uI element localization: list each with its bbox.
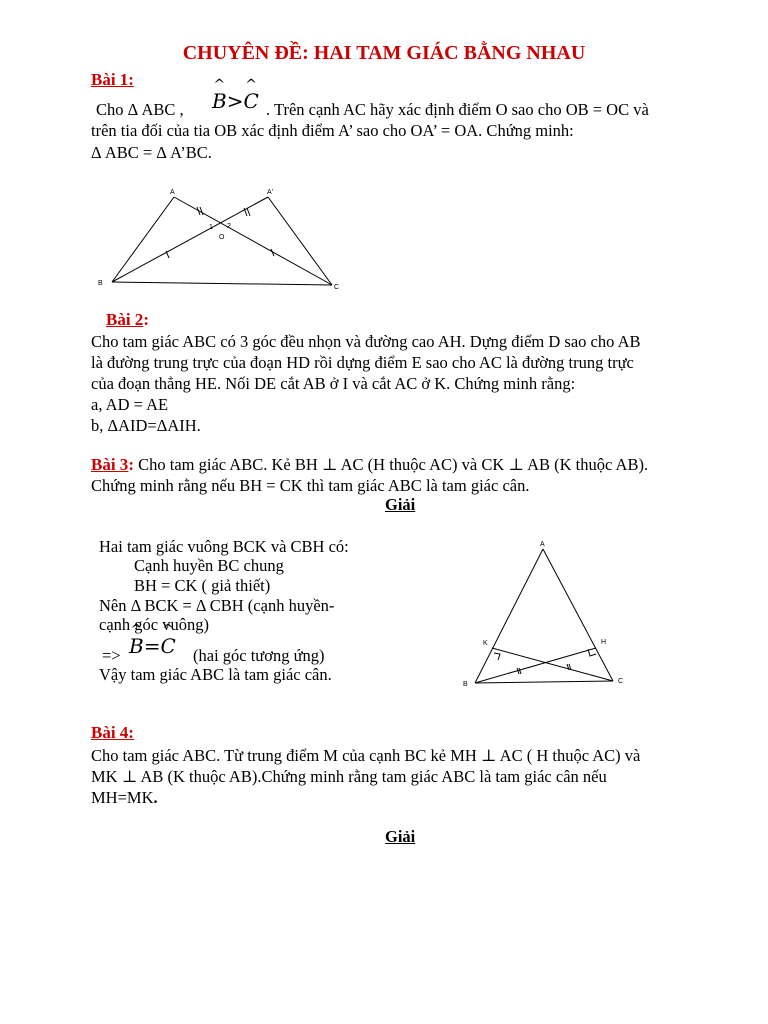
bai3-giai: Giải — [385, 495, 416, 514]
greater-sign: > — [226, 89, 244, 113]
bai3-sol5: cạnh góc vuông) — [99, 615, 209, 634]
angle-c: ^ C — [243, 89, 258, 113]
bai4-heading: Bài 4: — [91, 723, 134, 742]
bai1-line3: Δ ABC = Δ A’BC. — [91, 143, 212, 162]
bai1-line2: trên tia đối của tia OB xác định điểm A’ sao cho OA’ = OA. Chứng minh: — [91, 121, 574, 140]
bai2-line5: b, ΔAID=ΔAIH. — [91, 416, 201, 435]
bai2-line2: là đường trung trực của đoạn HD rồi dựng điểm E sao cho AC là đường trung trực — [91, 353, 634, 372]
angle-b-eq: ^ B — [129, 634, 144, 658]
bai4-line2: MK ⊥ AB (K thuộc AB).Chứng minh rằng tam giác ABC là tam giác cân nếu — [91, 767, 607, 786]
bai3-heading: Bài 3 — [91, 455, 129, 474]
label-b: B — [98, 280, 103, 287]
label-a: A — [170, 189, 175, 196]
label-angle-2: 2 — [227, 223, 231, 230]
bai3-colon: : — [128, 455, 134, 474]
bai3-sol3: BH = CK ( giả thiết) — [134, 576, 271, 595]
label-a-prime: A' — [267, 189, 274, 196]
label-angle-1: 1 — [209, 224, 213, 231]
label-h3: H — [601, 639, 607, 646]
equals-sign: = — [143, 634, 161, 658]
bai2-heading: Bài 2 — [106, 310, 144, 329]
bai3-sol6-prefix: => — [102, 646, 121, 665]
bai1-figure — [90, 185, 350, 295]
bai1-line1-prefix: Cho Δ ABC , — [96, 100, 184, 119]
bai2-colon: : — [143, 310, 149, 329]
label-c: C — [334, 284, 340, 291]
bai1-line1-suffix: . Trên cạnh AC hãy xác định điểm O sao cho OB = OC và — [266, 100, 649, 119]
label-c3: C — [618, 678, 624, 685]
bai4-period: . — [153, 788, 158, 807]
bai3-line2: Chứng minh rằng nếu BH = CK thì tam giác ABC là tam giác cân. — [91, 476, 530, 495]
bai1-angle-inequality — [212, 89, 259, 113]
bai3-sol4: Nên Δ BCK = Δ CBH (cạnh huyền- — [99, 596, 335, 615]
bai3-angle-equality — [129, 634, 176, 658]
bai2-line3: của đoạn thẳng HE. Nối DE cắt AB ở I và cắt AC ở K. Chứng minh rằng: — [91, 374, 576, 393]
bai4-line1: Cho tam giác ABC. Từ trung điểm M của cạnh BC kẻ MH ⊥ AC ( H thuộc AC) và — [91, 746, 641, 765]
bai2-line1: Cho tam giác ABC có 3 góc đều nhọn và đường cao AH. Dựng điểm D sao cho AB — [91, 332, 641, 351]
bai3-sol2: Cạnh huyền BC chung — [134, 556, 284, 575]
bai2-line4: a, AD = AE — [91, 395, 169, 414]
bai2-heading-wrap — [106, 310, 149, 330]
bai3-line1-text: Cho tam giác ABC. Kẻ BH ⊥ AC (H thuộc AC) và CK ⊥ AB (K thuộc AB). — [133, 455, 649, 474]
bai4-giai: Giải — [385, 827, 416, 846]
angle-b: ^ B — [212, 89, 227, 113]
bai3-line1 — [91, 454, 648, 475]
page-title: CHUYÊN ĐỀ: HAI TAM GIÁC BẰNG NHAU — [182, 42, 586, 64]
label-k3: K — [483, 640, 488, 647]
angle-c-eq: ^ C — [160, 634, 175, 658]
bai3-figure — [455, 535, 635, 690]
bai4-line3 — [91, 787, 158, 808]
bai3-sol1: Hai tam giác vuông BCK và CBH có: — [99, 537, 349, 556]
bai1-heading: Bài 1: — [91, 70, 134, 89]
label-o: O — [219, 234, 225, 241]
label-b3: B — [463, 681, 468, 688]
bai4-line3-text: MH=MK — [91, 788, 154, 807]
bai3-sol6-suffix: (hai góc tương ứng) — [193, 646, 325, 665]
label-a3: A — [540, 541, 545, 548]
bai3-sol7: Vậy tam giác ABC là tam giác cân. — [99, 665, 332, 684]
